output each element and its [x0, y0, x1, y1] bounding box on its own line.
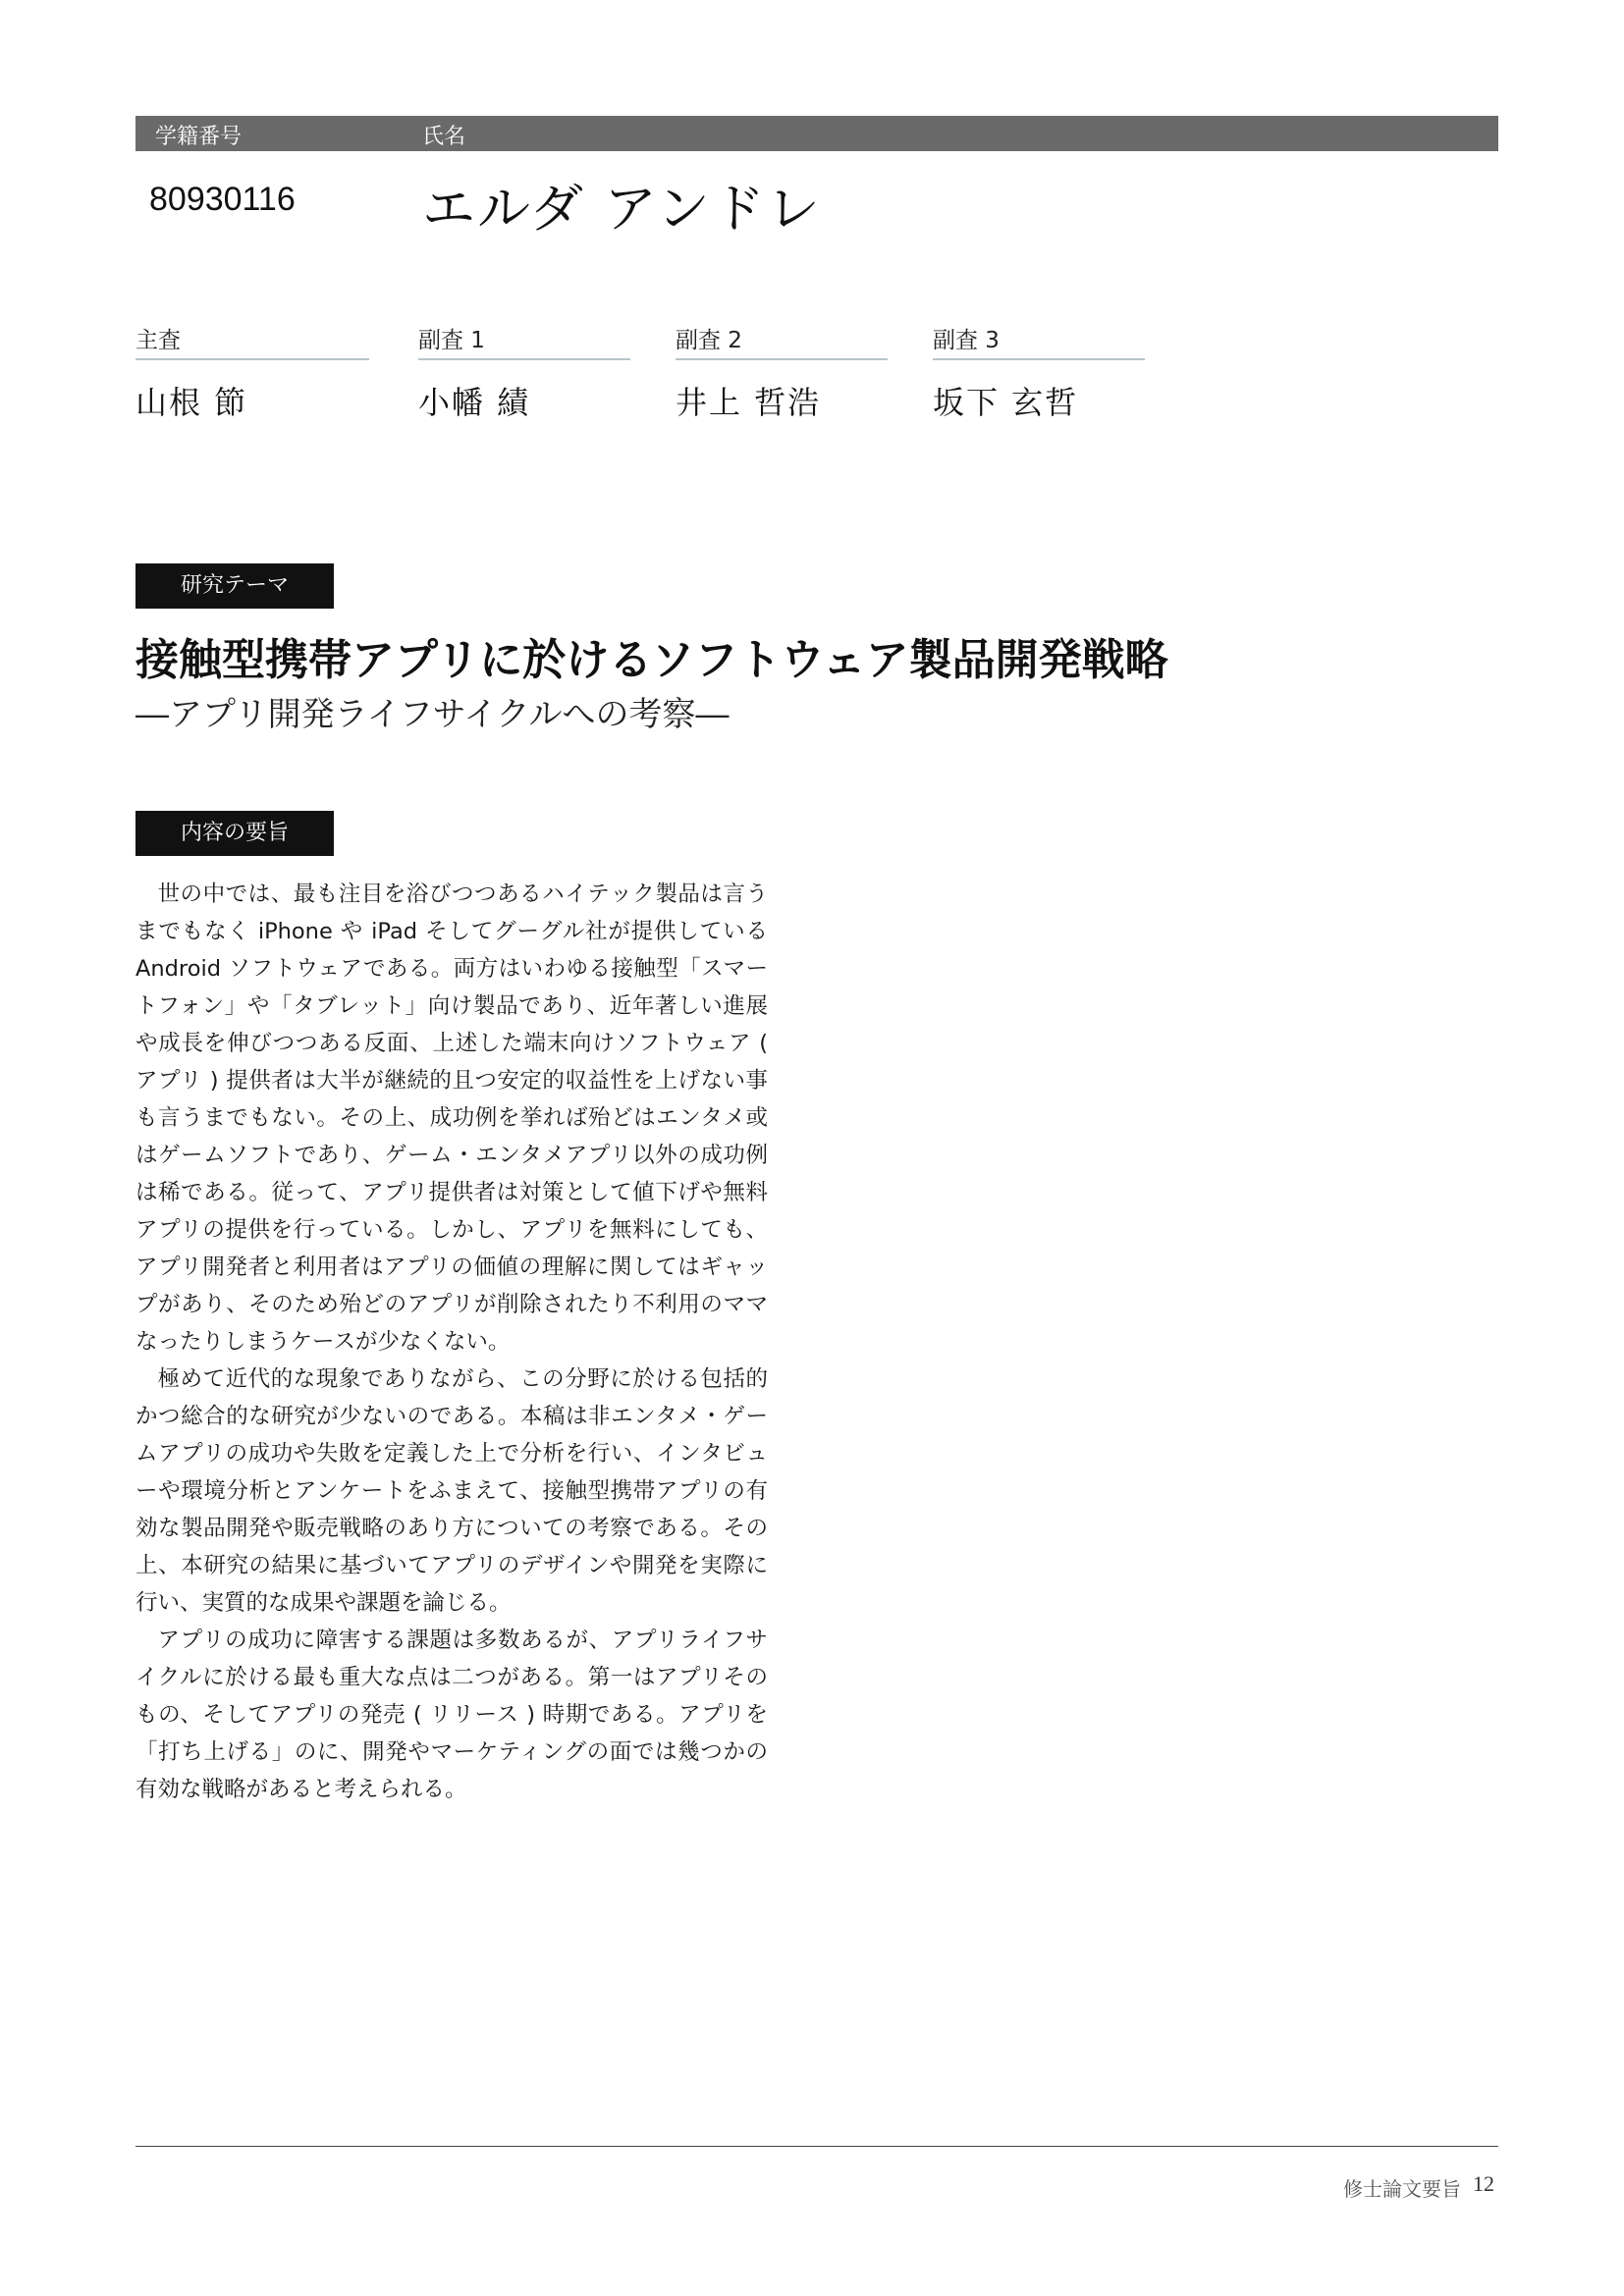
- student-name: エルダ アンドレ: [422, 178, 822, 240]
- examiner-name: 山根 節: [135, 384, 248, 421]
- examiner-name: 坂下 玄哲: [933, 384, 1079, 421]
- examiner-role: 副査 1: [418, 322, 630, 360]
- research-subtitle: ―アプリ開発ライフサイクルへの考察―: [135, 695, 730, 734]
- footer-title: 修士論文要旨: [1343, 2177, 1461, 2201]
- examiner-role: 主査: [135, 322, 369, 360]
- student-id: 80930116: [149, 181, 296, 218]
- summary-label: 内容の要旨: [135, 811, 334, 856]
- examiner-name: 井上 哲浩: [676, 384, 822, 421]
- name-label: 氏名: [422, 125, 466, 149]
- examiner-main: [135, 322, 369, 423]
- summary-paragraph: 極めて近代的な現象でありながら、この分野に於ける包括的かつ総合的な研究が少ないのである。本稿は非エンタメ・ゲームアプリの成功や失敗を定義した上で分析を行い、インタビューや環境分析とアンケートをふまえて、接触型携帯アプリの有効な製品開発や販売戦略のあり方についての考察である。その上、本研究の結果に基づいてアプリのデザインや開発を実際に行い、実質的な成果や課題を論じる。: [135, 1366, 768, 1616]
- examiner-sub-3: [933, 322, 1145, 423]
- examiner-role: 副査 3: [933, 322, 1145, 360]
- examiner-role: 副査 2: [676, 322, 888, 360]
- footer-divider: [135, 2146, 1498, 2147]
- student-id-label: 学籍番号: [155, 125, 243, 149]
- research-title: 接触型携帯アプリに於けるソフトウェア製品開発戦略: [135, 635, 1168, 685]
- page-number: 12: [1473, 2171, 1494, 2196]
- examiner-sub-1: [418, 322, 630, 423]
- research-theme-label: 研究テーマ: [135, 563, 334, 609]
- summary-paragraph: 世の中では、最も注目を浴びつつあるハイテック製品は言うまでもなく iPhone や iPad そしてグーグル社が提供している Android ソフトウェアである。両方はいわゆる接触型「スマートフォン」や「タブレット」向け製品であり、近年著しい進展や成長を伸びつつある反面、上述した端末向けソフトウェア ( アプリ ) 提供者は大半が継続的且つ安定的収益性を上げない事も言うまでもない。その上、成功例を挙れば殆どはエンタメ或はゲームソフトであり、ゲーム・エンタメアプリ以外の成功例は稀である。従って、アプリ提供者は対策として値下げや無料アプリの提供を行っている。しかし、アプリを無料にしても、アプリ開発者と利用者はアプリの価値の理解に関してはギャップがあり、そのため殆どのアプリが削除されたり不利用のママなったりしまうケースが少なくない。: [135, 881, 768, 1355]
- summary-body: [135, 876, 768, 1808]
- examiner-sub-2: [676, 322, 888, 423]
- summary-paragraph: アプリの成功に障害する課題は多数あるが、アプリライフサイクルに於ける最も重大な点は二つがある。第一はアプリそのもの、そしてアプリの発売 ( リリース ) 時期である。アプリを「打ち上げる」のに、開発やマーケティングの面では幾つかの有効な戦略があると考えられる。: [135, 1628, 768, 1802]
- examiner-name: 小幡 績: [418, 384, 531, 421]
- header-bar: [135, 116, 1498, 151]
